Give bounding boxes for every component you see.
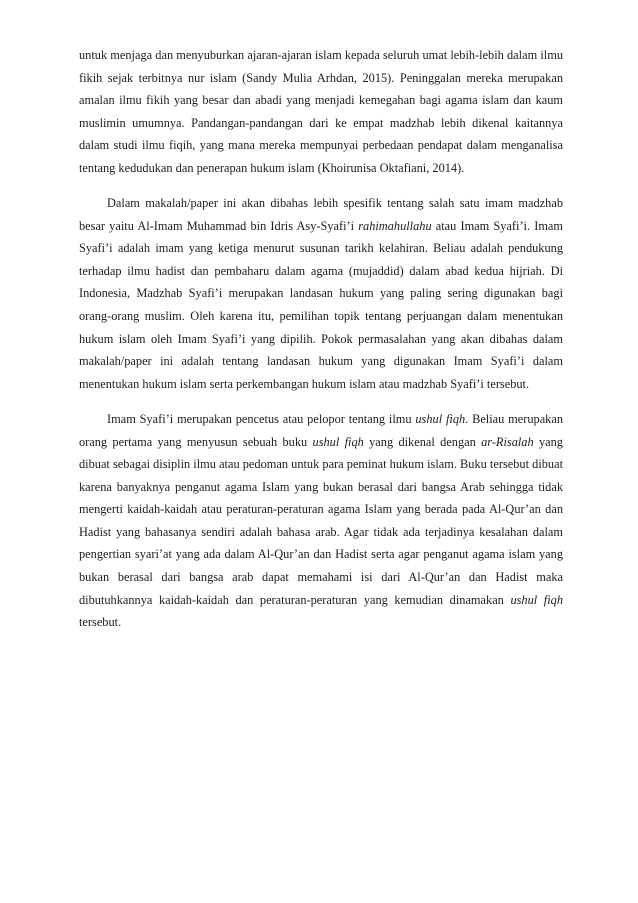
paragraph-3 bbox=[79, 408, 563, 634]
paragraph-3-text-b: . Beliau merupakan orang pertama yang menyusun sebuah buku bbox=[79, 411, 563, 449]
paragraph-3-text-a: Imam Syafi’i merupakan pencetus atau pelopor tentang ilmu bbox=[107, 411, 416, 426]
paragraph-2 bbox=[79, 192, 563, 395]
paragraph-3-text-c: yang dikenal dengan bbox=[363, 434, 482, 449]
paragraph-3-italic-term-1: ushul fiqh bbox=[415, 411, 466, 426]
paragraph-3-italic-term-3: ar-Risalah bbox=[481, 434, 534, 449]
paragraph-3-italic-term-4: ushul fiqh bbox=[510, 592, 564, 607]
paragraph-1-text: untuk menjaga dan menyuburkan ajaran-ajaran islam kepada seluruh umat lebih-lebih dalam ilmu fikih sejak terbitnya nur islam (Sandy Mulia Arhdan, 2015). Peninggalan mereka merupakan amalan ilmu fikih yang besar dan abadi yang menjadi kemegahan bagi agama islam dan kaum muslimin umumnya. Pandangan-pandangan dari ke empat madzhab lebih dikenal kaitannya dalam studi ilmu fiqih, yang mana mereka mempunyai perbedaan pendapat dalam menganalisa tentang kedudukan dan penerapan hukum islam (Khoirunisa Oktafiani, 2014). bbox=[79, 48, 563, 175]
document-body bbox=[79, 44, 563, 646]
paragraph-2-text-a: Dalam makalah/paper ini akan dibahas lebih spesifik tentang salah satu imam madzhab besar yaitu Al-Imam Muhammad bin Idris Asy-Syafi’i bbox=[79, 196, 563, 233]
paragraph-3-italic-term-2: ushul fiqh bbox=[312, 434, 364, 449]
paragraph-3-text-d: yang dibuat sebagai disiplin ilmu atau pedoman untuk para peminat hukum islam. Buku tersebut dibuat karena banyaknya penganut agama Islam yang bukan berasal dari bangsa Arab sehingga tidak mengerti kaidah-kaidah atau peraturan-peraturan agama Islam yang berada pada Al-Qur’an dan Hadist yang bahasanya sendiri adalah bahasa arab. Agar tidak ada terjadinya kesalahan dalam pengertian syari’at yang ada dalam Al-Qur’an dan Hadist serta agar penganut agama islam yang bukan berasal dari bangsa arab dapat memahami isi dari Al-Qur’an dan Hadist maka dibutuhkannya kaidah-kaidah dan peraturan-peraturan yang kemudian dinamakan bbox=[79, 434, 563, 607]
paragraph-3-text-e: tersebut. bbox=[79, 615, 122, 630]
paragraph-2-text-b: atau Imam Syafi’i. Imam Syafi’i adalah imam yang ketiga menurut susunan tarikh kelahiran. Beliau adalah pendukung terhadap ilmu hadist dan pembaharu dalam agama (mujaddid) dalam abad kedua hijriah. Di Indonesia, Madzhab Syafi’i merupakan landasan hukum yang paling sering digunakan bagi orang-orang muslim. Oleh karena itu, pemilihan topik tentang perjuangan dalam menentukan hukum islam oleh Imam Syafi’i yang dipilih. Pokok permasalahan yang akan dibahas dalam makalah/paper ini adalah tentang landasan hukum yang digunakan Imam Syafi’i dalam menentukan hukum islam serta perkembangan hukum islam atau madzhab Syafi’i tersebut. bbox=[79, 218, 564, 391]
paragraph-1 bbox=[79, 44, 563, 180]
paragraph-2-italic-term: rahimahullahu bbox=[358, 218, 432, 233]
